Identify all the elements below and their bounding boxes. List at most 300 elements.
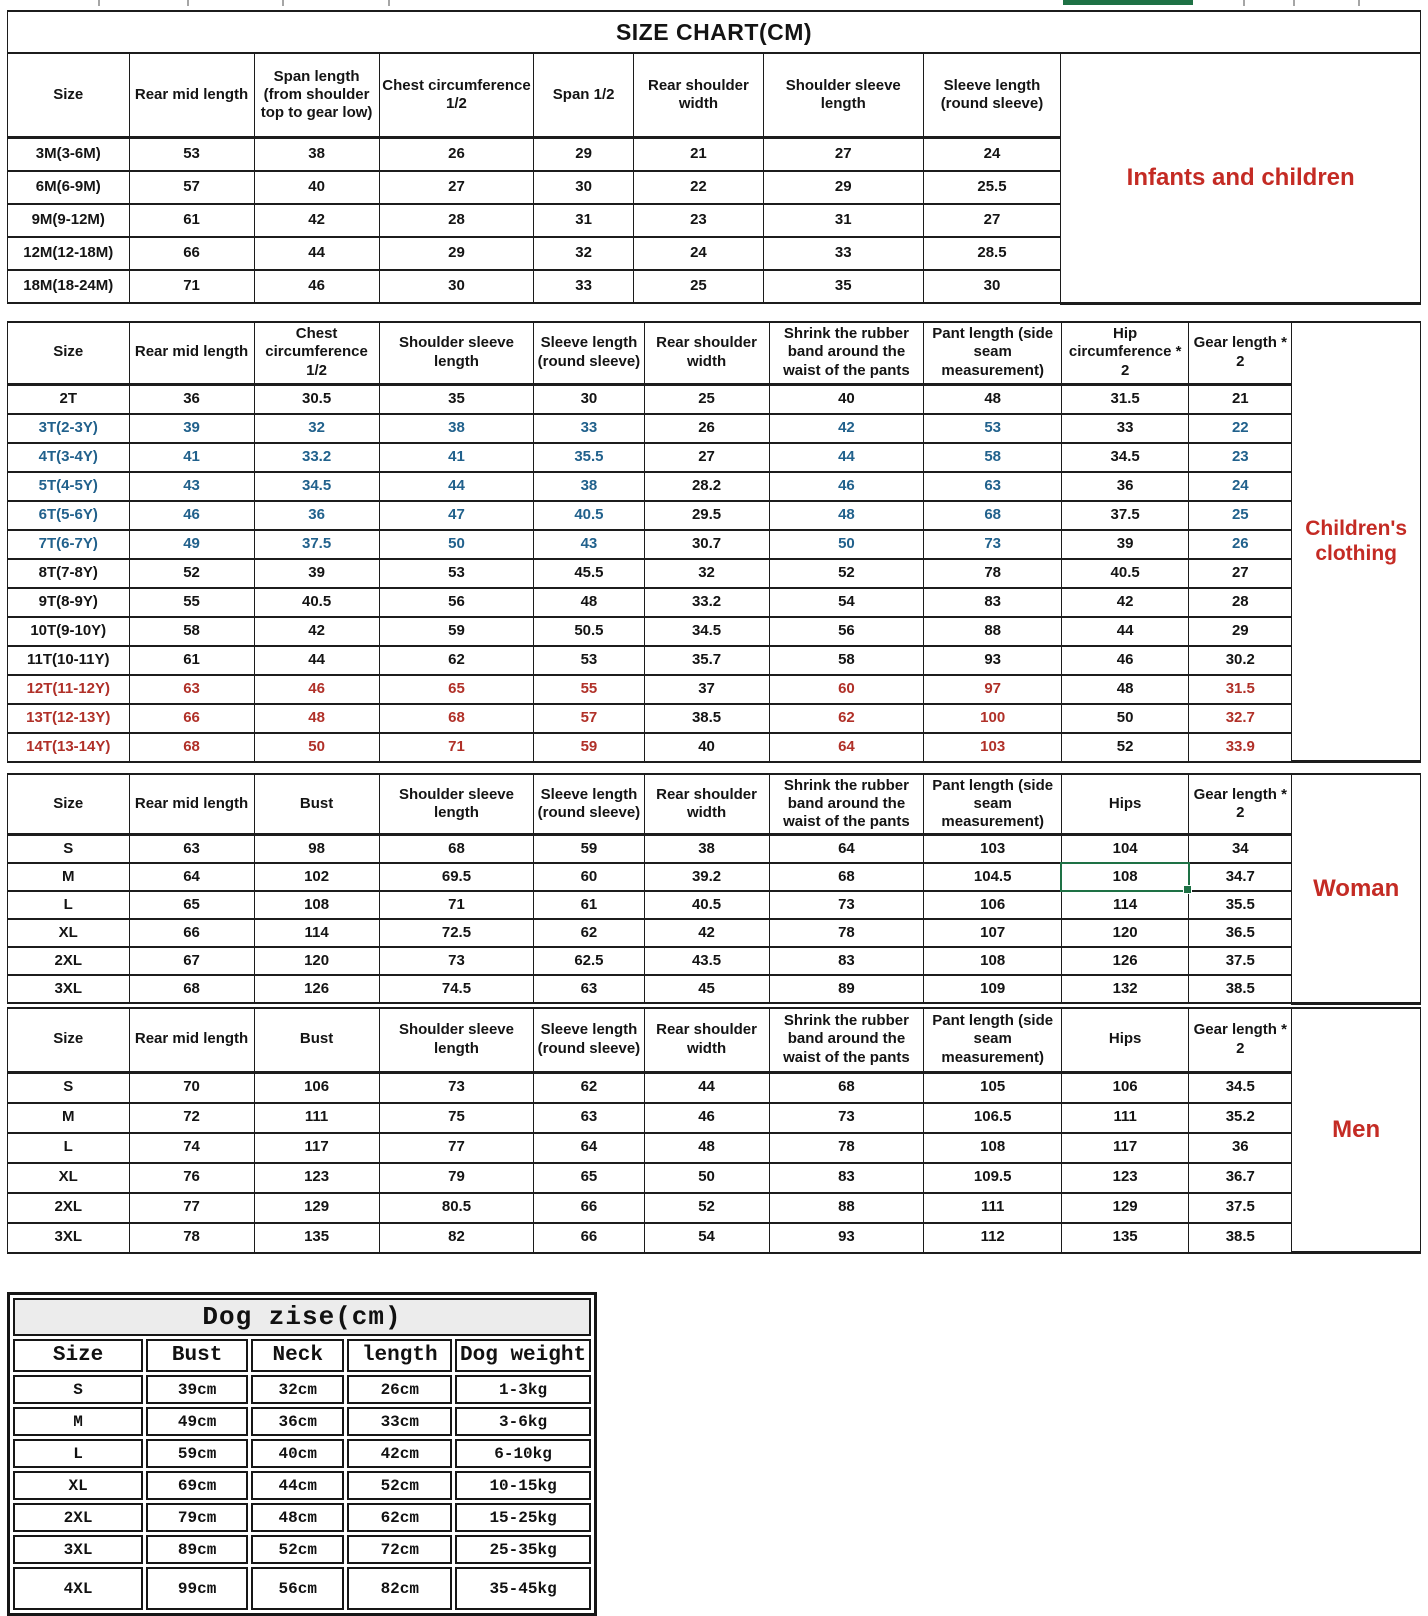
size-cell: 50 — [769, 530, 924, 559]
size-cell: 132 — [1062, 975, 1189, 1003]
size-cell: 42 — [769, 414, 924, 443]
size-cell: 13T(12-13Y) — [8, 704, 130, 733]
size-cell: 103 — [924, 835, 1062, 864]
size-cell: 52 — [644, 1193, 769, 1223]
size-cell: 62.5 — [534, 947, 644, 975]
size-cell: 63 — [924, 472, 1062, 501]
size-cell: 2T — [8, 384, 130, 414]
size-cell: 104.5 — [924, 863, 1062, 891]
size-cell: 26 — [644, 414, 769, 443]
size-cell: 117 — [254, 1133, 379, 1163]
column-header: Pant length (side seam measurement) — [924, 1008, 1062, 1073]
size-cell: 24 — [923, 138, 1061, 172]
size-cell: 44 — [254, 237, 379, 270]
size-cell: 40 — [644, 733, 769, 762]
size-cell: 48 — [924, 384, 1062, 414]
size-cell: 88 — [769, 1193, 924, 1223]
dog-size-cell: 3XL — [13, 1535, 143, 1564]
size-cell: 46 — [254, 270, 379, 303]
size-cell: 44 — [379, 472, 534, 501]
size-cell: 35 — [379, 384, 534, 414]
gridline-tick — [1243, 0, 1245, 6]
dog-size-cell: 15-25kg — [455, 1503, 591, 1532]
column-header: Shoulder sleeve length — [763, 53, 923, 138]
size-cell: 38 — [534, 472, 644, 501]
size-cell: 68 — [769, 1072, 924, 1103]
size-cell: 47 — [379, 501, 534, 530]
size-cell: XL — [8, 919, 130, 947]
size-cell: 40.5 — [534, 501, 644, 530]
size-cell: L — [8, 1133, 130, 1163]
size-cell: 73 — [379, 947, 534, 975]
size-cell: 33 — [534, 414, 644, 443]
children-section-label: Children's clothing — [1292, 322, 1421, 762]
size-cell: 62 — [534, 1072, 644, 1103]
size-cell: 71 — [129, 270, 254, 303]
size-cell: 108 — [924, 947, 1062, 975]
size-cell: 9M(9-12M) — [8, 204, 130, 237]
green-accent-bar — [1063, 0, 1193, 5]
size-cell: 57 — [534, 704, 644, 733]
size-row — [8, 1103, 1421, 1133]
size-cell: 60 — [769, 675, 924, 704]
size-cell: 42 — [254, 204, 379, 237]
size-cell: 3T(2-3Y) — [8, 414, 130, 443]
size-cell: 50 — [379, 530, 534, 559]
size-cell: 66 — [129, 704, 254, 733]
size-cell: 28 — [379, 204, 534, 237]
size-cell: 34.5 — [644, 617, 769, 646]
size-cell: 11T(10-11Y) — [8, 646, 130, 675]
size-cell: 74 — [129, 1133, 254, 1163]
size-cell: 65 — [379, 675, 534, 704]
gridline-tick — [187, 0, 189, 6]
size-cell: 129 — [254, 1193, 379, 1223]
size-cell: 62 — [534, 919, 644, 947]
size-cell: 70 — [129, 1072, 254, 1103]
size-cell: 52 — [769, 559, 924, 588]
dog-column-header: Dog weight — [455, 1339, 591, 1372]
size-cell: 53 — [129, 138, 254, 172]
size-cell: 78 — [129, 1223, 254, 1253]
size-cell: 69.5 — [379, 863, 534, 891]
size-cell: 129 — [1062, 1193, 1189, 1223]
dog-column-header: Neck — [251, 1339, 344, 1372]
column-header: Hips — [1062, 774, 1189, 835]
size-cell: S — [8, 835, 130, 864]
size-cell: 93 — [924, 646, 1062, 675]
column-header: Rear shoulder width — [644, 322, 769, 385]
size-cell: 73 — [379, 1072, 534, 1103]
dog-size-cell: 35-45kg — [455, 1567, 591, 1610]
size-cell: 46 — [644, 1103, 769, 1133]
size-row — [8, 617, 1421, 646]
size-cell: 34.5 — [254, 472, 379, 501]
men-size-table — [7, 1007, 1421, 1255]
size-cell: 12T(11-12Y) — [8, 675, 130, 704]
size-cell: 104 — [1062, 835, 1189, 864]
size-cell: 36.7 — [1189, 1163, 1292, 1193]
size-cell: 126 — [1062, 947, 1189, 975]
size-cell: 35.5 — [534, 443, 644, 472]
dog-size-row — [13, 1471, 591, 1500]
dog-size-cell: 40cm — [251, 1439, 344, 1468]
column-header: Span length (from shoulder top to gear low) — [254, 53, 379, 138]
size-cell: 35.5 — [1189, 891, 1292, 919]
infants-section-label: Infants and children — [1061, 53, 1421, 303]
dog-size-cell: 69cm — [146, 1471, 248, 1500]
size-cell: 73 — [924, 530, 1062, 559]
size-cell: 32 — [534, 237, 634, 270]
size-cell: 46 — [769, 472, 924, 501]
size-cell: 37 — [644, 675, 769, 704]
size-cell: 68 — [769, 863, 924, 891]
size-cell: 32 — [644, 559, 769, 588]
size-cell: 66 — [129, 237, 254, 270]
size-cell: M — [8, 1103, 130, 1133]
dog-size-cell: 79cm — [146, 1503, 248, 1532]
size-cell: 21 — [633, 138, 763, 172]
size-cell: 107 — [924, 919, 1062, 947]
size-cell: 25 — [1189, 501, 1292, 530]
size-cell: 126 — [254, 975, 379, 1003]
size-cell: 53 — [379, 559, 534, 588]
gridline-tick — [1358, 0, 1360, 6]
size-cell: 111 — [1062, 1103, 1189, 1133]
size-row — [8, 646, 1421, 675]
size-cell: 44 — [254, 646, 379, 675]
size-cell: 33.2 — [644, 588, 769, 617]
size-cell: 123 — [254, 1163, 379, 1193]
size-cell: 71 — [379, 733, 534, 762]
dog-size-cell: 2XL — [13, 1503, 143, 1532]
column-header: Rear shoulder width — [644, 774, 769, 835]
dog-size-cell: 25-35kg — [455, 1535, 591, 1564]
size-cell: 29 — [1189, 617, 1292, 646]
size-cell: 46 — [129, 501, 254, 530]
woman-size-table — [7, 773, 1421, 1005]
size-cell: 30.2 — [1189, 646, 1292, 675]
size-cell: 45.5 — [534, 559, 644, 588]
gridline-tick — [98, 0, 100, 6]
dog-size-cell: 36cm — [251, 1407, 344, 1436]
size-cell: 79 — [379, 1163, 534, 1193]
woman-section-label: Woman — [1292, 774, 1421, 1003]
size-cell: 35.2 — [1189, 1103, 1292, 1133]
column-header: Shoulder sleeve length — [379, 322, 534, 385]
column-header: Sleeve length (round sleeve) — [534, 774, 644, 835]
size-cell: 66 — [534, 1223, 644, 1253]
column-header: Shrink the rubber band around the waist of the pants — [769, 1008, 924, 1073]
size-cell: 36 — [1062, 472, 1189, 501]
gridline-tick — [388, 0, 390, 6]
size-cell: 33 — [1062, 414, 1189, 443]
size-cell: 28.2 — [644, 472, 769, 501]
size-cell: 26 — [1189, 530, 1292, 559]
size-cell: 63 — [129, 835, 254, 864]
size-cell: 77 — [129, 1193, 254, 1223]
size-cell: 41 — [379, 443, 534, 472]
size-cell: 109 — [924, 975, 1062, 1003]
size-cell: 54 — [644, 1223, 769, 1253]
size-cell: 23 — [1189, 443, 1292, 472]
size-cell: 58 — [924, 443, 1062, 472]
gridline-tick — [282, 0, 284, 6]
size-cell: 117 — [1062, 1133, 1189, 1163]
size-row — [8, 1133, 1421, 1163]
dog-size-cell: 39cm — [146, 1375, 248, 1404]
size-cell: 40 — [769, 384, 924, 414]
dog-size-cell: S — [13, 1375, 143, 1404]
size-cell: 41 — [129, 443, 254, 472]
size-cell: 24 — [1189, 472, 1292, 501]
column-header: Shoulder sleeve length — [379, 1008, 534, 1073]
size-cell: 62 — [379, 646, 534, 675]
size-cell: 83 — [769, 1163, 924, 1193]
size-cell: 25.5 — [923, 171, 1061, 204]
size-cell: 46 — [1062, 646, 1189, 675]
column-header: Shrink the rubber band around the waist of the pants — [769, 322, 924, 385]
size-row — [8, 733, 1421, 762]
size-tables-container — [7, 10, 1421, 1616]
size-cell: 37.5 — [1189, 1193, 1292, 1223]
column-header: Rear mid length — [129, 53, 254, 138]
size-cell: 98 — [254, 835, 379, 864]
dog-size-cell: 99cm — [146, 1567, 248, 1610]
size-cell: 29 — [763, 171, 923, 204]
size-cell: 58 — [769, 646, 924, 675]
size-cell: 22 — [1189, 414, 1292, 443]
size-cell: 33 — [763, 237, 923, 270]
size-cell: 34.7 — [1189, 863, 1292, 891]
size-cell: 72.5 — [379, 919, 534, 947]
size-cell: 33.2 — [254, 443, 379, 472]
size-cell: 12M(12-18M) — [8, 237, 130, 270]
size-cell: 36 — [1189, 1133, 1292, 1163]
size-cell: 59 — [534, 733, 644, 762]
size-cell: 106 — [254, 1072, 379, 1103]
dog-size-row — [13, 1567, 591, 1610]
size-cell: 40.5 — [254, 588, 379, 617]
column-header: Rear shoulder width — [644, 1008, 769, 1073]
size-cell: 120 — [254, 947, 379, 975]
size-cell: 29.5 — [644, 501, 769, 530]
size-row — [8, 891, 1421, 919]
size-cell: 111 — [924, 1193, 1062, 1223]
size-cell: 50 — [254, 733, 379, 762]
size-cell: 61 — [129, 204, 254, 237]
size-cell: M — [8, 863, 130, 891]
size-cell: 38.5 — [644, 704, 769, 733]
size-cell: 6T(5-6Y) — [8, 501, 130, 530]
size-cell: 103 — [924, 733, 1062, 762]
size-row — [8, 919, 1421, 947]
size-cell: 106 — [924, 891, 1062, 919]
size-cell: 38 — [644, 835, 769, 864]
size-cell: 34.5 — [1062, 443, 1189, 472]
size-cell: 39 — [1062, 530, 1189, 559]
size-cell: 88 — [924, 617, 1062, 646]
dog-size-cell: 26cm — [347, 1375, 452, 1404]
size-cell: 48 — [644, 1133, 769, 1163]
size-row — [8, 1072, 1421, 1103]
size-cell: 100 — [924, 704, 1062, 733]
column-header: Hip circumference * 2 — [1062, 322, 1189, 385]
size-cell: 66 — [129, 919, 254, 947]
size-cell: 44 — [769, 443, 924, 472]
dog-size-cell: 48cm — [251, 1503, 344, 1532]
size-cell: 55 — [534, 675, 644, 704]
size-cell: 25 — [644, 384, 769, 414]
selected-cell: 108 — [1062, 863, 1189, 891]
column-header: Gear length * 2 — [1189, 1008, 1292, 1073]
size-cell: 23 — [633, 204, 763, 237]
size-cell: 3M(3-6M) — [8, 138, 130, 172]
size-row — [8, 384, 1421, 414]
size-cell: 60 — [534, 863, 644, 891]
size-cell: 63 — [534, 1103, 644, 1133]
size-cell: 63 — [534, 975, 644, 1003]
dog-size-table — [7, 1292, 597, 1616]
size-cell: 37.5 — [1189, 947, 1292, 975]
size-cell: 71 — [379, 891, 534, 919]
size-row — [8, 559, 1421, 588]
dog-size-cell: 72cm — [347, 1535, 452, 1564]
size-row — [8, 835, 1421, 864]
size-cell: 43 — [534, 530, 644, 559]
column-header: Size — [8, 774, 130, 835]
size-cell: 76 — [129, 1163, 254, 1193]
size-cell: 75 — [379, 1103, 534, 1133]
size-cell: 30 — [534, 171, 634, 204]
size-cell: 27 — [644, 443, 769, 472]
size-cell: 59 — [379, 617, 534, 646]
children-size-table — [7, 321, 1421, 764]
size-cell: 68 — [379, 835, 534, 864]
size-cell: L — [8, 891, 130, 919]
size-cell: 30 — [534, 384, 644, 414]
size-cell: 45 — [644, 975, 769, 1003]
size-row — [8, 472, 1421, 501]
size-cell: 61 — [534, 891, 644, 919]
column-header: Chest circumference 1/2 — [254, 322, 379, 385]
size-cell: 27 — [1189, 559, 1292, 588]
size-cell: 38.5 — [1189, 1223, 1292, 1253]
size-cell: 2XL — [8, 947, 130, 975]
size-cell: 32.7 — [1189, 704, 1292, 733]
size-chart-title: SIZE CHART(CM) — [8, 11, 1421, 53]
size-cell: 48 — [254, 704, 379, 733]
size-cell: 62 — [769, 704, 924, 733]
dog-size-cell: 59cm — [146, 1439, 248, 1468]
size-cell: 29 — [379, 237, 534, 270]
size-cell: 31.5 — [1062, 384, 1189, 414]
size-cell: 56 — [769, 617, 924, 646]
column-header: Rear mid length — [129, 774, 254, 835]
size-cell: 33.9 — [1189, 733, 1292, 762]
size-cell: 21 — [1189, 384, 1292, 414]
size-cell: 64 — [534, 1133, 644, 1163]
size-cell: 68 — [924, 501, 1062, 530]
size-cell: 65 — [129, 891, 254, 919]
dog-column-header: Size — [13, 1339, 143, 1372]
column-header: Bust — [254, 1008, 379, 1073]
gridline-tick — [1293, 0, 1295, 6]
size-cell: 38.5 — [1189, 975, 1292, 1003]
column-header: Sleeve length (round sleeve) — [534, 322, 644, 385]
size-cell: 57 — [129, 171, 254, 204]
size-row — [8, 947, 1421, 975]
size-cell: 39 — [254, 559, 379, 588]
size-cell: 27 — [763, 138, 923, 172]
size-cell: 61 — [129, 646, 254, 675]
size-row — [8, 704, 1421, 733]
size-cell: 52 — [129, 559, 254, 588]
size-cell: 114 — [1062, 891, 1189, 919]
size-cell: 36.5 — [1189, 919, 1292, 947]
size-cell: 102 — [254, 863, 379, 891]
column-header: Rear mid length — [129, 322, 254, 385]
size-row — [8, 1163, 1421, 1193]
size-cell: 34.5 — [1189, 1072, 1292, 1103]
size-cell: 43.5 — [644, 947, 769, 975]
size-cell: 108 — [924, 1133, 1062, 1163]
size-row — [8, 1223, 1421, 1253]
size-cell: 10T(9-10Y) — [8, 617, 130, 646]
infants-size-table — [7, 10, 1421, 305]
size-cell: 42 — [644, 919, 769, 947]
dog-size-cell: L — [13, 1439, 143, 1468]
column-header: Size — [8, 322, 130, 385]
size-cell: 68 — [129, 733, 254, 762]
dog-size-cell: 82cm — [347, 1567, 452, 1610]
column-header: Sleeve length (round sleeve) — [923, 53, 1061, 138]
size-cell: 42 — [1062, 588, 1189, 617]
column-header: Rear mid length — [129, 1008, 254, 1073]
size-cell: 31 — [763, 204, 923, 237]
size-cell: 114 — [254, 919, 379, 947]
dog-size-cell: 1-3kg — [455, 1375, 591, 1404]
size-cell: 30.7 — [644, 530, 769, 559]
size-cell: 54 — [769, 588, 924, 617]
column-header: Chest circumference 1/2 — [379, 53, 534, 138]
size-cell: 72 — [129, 1103, 254, 1133]
size-cell: 28 — [1189, 588, 1292, 617]
size-cell: 83 — [924, 588, 1062, 617]
size-cell: 37.5 — [1062, 501, 1189, 530]
dog-size-cell: 32cm — [251, 1375, 344, 1404]
size-cell: 34 — [1189, 835, 1292, 864]
size-cell: 39 — [129, 414, 254, 443]
column-header: Bust — [254, 774, 379, 835]
size-row — [8, 530, 1421, 559]
size-cell: 64 — [129, 863, 254, 891]
size-cell: 123 — [1062, 1163, 1189, 1193]
column-header: Shrink the rubber band around the waist of the pants — [769, 774, 924, 835]
size-cell: 49 — [129, 530, 254, 559]
size-cell: 7T(6-7Y) — [8, 530, 130, 559]
size-cell: 3XL — [8, 975, 130, 1003]
size-cell: 106.5 — [924, 1103, 1062, 1133]
size-cell: 24 — [633, 237, 763, 270]
size-cell: 53 — [924, 414, 1062, 443]
size-cell: 42 — [254, 617, 379, 646]
size-cell: 89 — [769, 975, 924, 1003]
size-cell: 39.2 — [644, 863, 769, 891]
size-cell: 50 — [1062, 704, 1189, 733]
size-cell: XL — [8, 1163, 130, 1193]
size-cell: 135 — [254, 1223, 379, 1253]
